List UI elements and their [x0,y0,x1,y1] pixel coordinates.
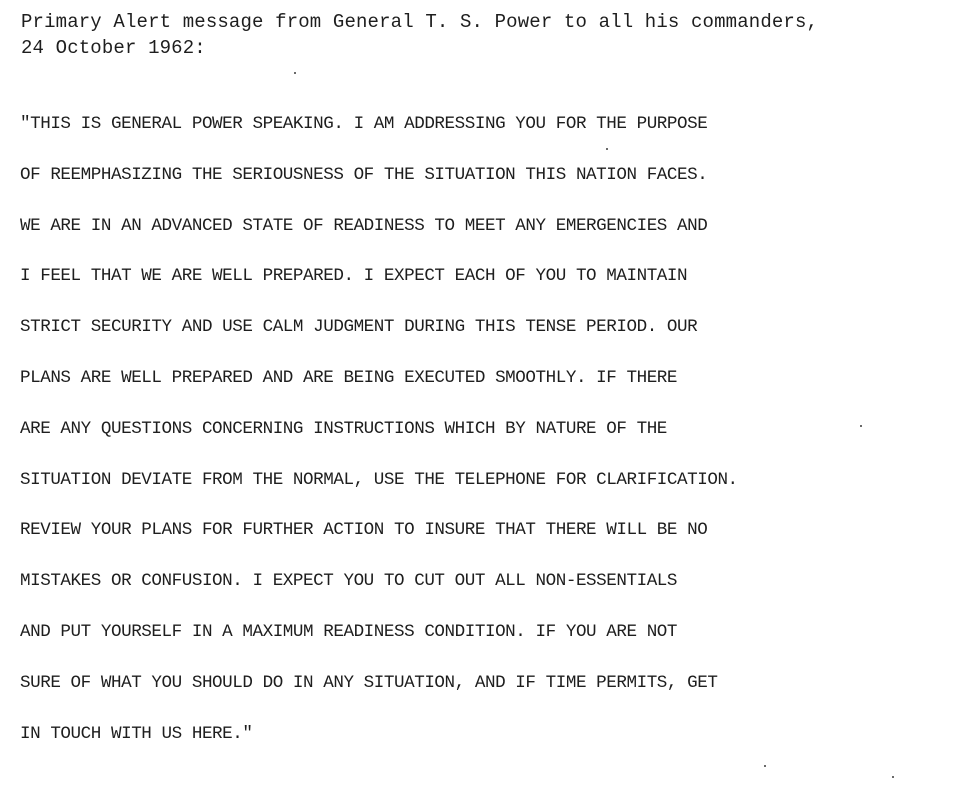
message-line: SITUATION DEVIATE FROM THE NORMAL, USE THE TELEPHONE FOR CLARIFICATION. [20,469,738,490]
message-line: SURE OF WHAT YOU SHOULD DO IN ANY SITUATION, AND IF TIME PERMITS, GET [20,672,718,693]
scan-speck [892,776,894,778]
message-line: STRICT SECURITY AND USE CALM JUDGMENT DURING THIS TENSE PERIOD. OUR [20,317,698,338]
heading-line-1: Primary Alert message from General T. S. Power to all his commanders, [21,11,819,33]
scan-speck [764,765,766,767]
message-line: OF REEMPHASIZING THE SERIOUSNESS OF THE SITUATION THIS NATION FACES. [20,164,708,185]
heading-line-2: 24 October 1962: [21,37,206,59]
message-line: WE ARE IN AN ADVANCED STATE OF READINESS TO MEET ANY EMERGENCIES AND [20,215,708,236]
message-line: MISTAKES OR CONFUSION. I EXPECT YOU TO CUT OUT ALL NON-ESSENTIALS [20,571,678,592]
message-line: AND PUT YOURSELF IN A MAXIMUM READINESS CONDITION. IF YOU ARE NOT [20,621,678,642]
message-line: PLANS ARE WELL PREPARED AND ARE BEING EXECUTED SMOOTHLY. IF THERE [20,367,678,388]
message-line: REVIEW YOUR PLANS FOR FURTHER ACTION TO INSURE THAT THERE WILL BE NO [20,520,708,541]
message-line: IN TOUCH WITH US HERE." [20,723,253,744]
message-line: ARE ANY QUESTIONS CONCERNING INSTRUCTIONS WHICH BY NATURE OF THE [20,418,667,439]
scan-speck [606,148,608,150]
message-line: I FEEL THAT WE ARE WELL PREPARED. I EXPECT EACH OF YOU TO MAINTAIN [20,266,688,287]
alert-message-body [20,111,738,771]
scan-speck [294,72,296,74]
document-heading [21,9,818,61]
message-line: "THIS IS GENERAL POWER SPEAKING. I AM ADDRESSING YOU FOR THE PURPOSE [20,114,708,134]
scan-speck [860,425,862,427]
